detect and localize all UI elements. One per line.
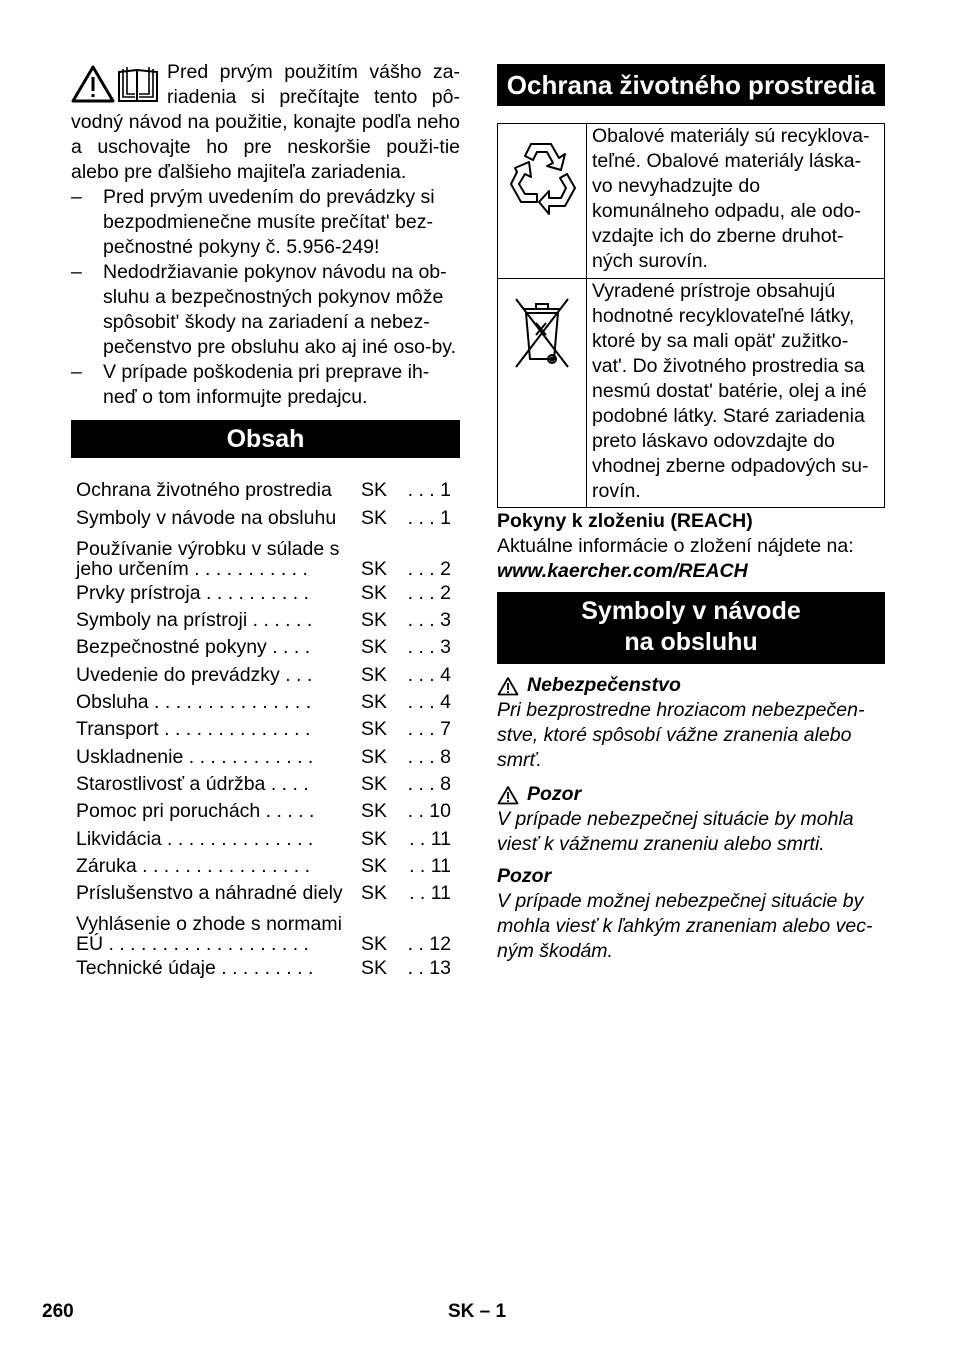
toc-entry-page: . . . 7	[407, 718, 451, 741]
toc-entry-lang: SK	[361, 854, 388, 877]
toc-entry-lang: SK	[361, 827, 388, 850]
toc-entry-page: . . 10	[407, 800, 451, 823]
symbol-danger-text: Pri bezprostredne hroziacom nebezpečen-stve, ktoré spôsobí vážne zranenia alebo smrť.	[497, 699, 865, 771]
toc-entry-title: Obsluha . . . . . . . . . . . . . . .	[76, 691, 312, 714]
toc-entry-lang: SK	[361, 882, 388, 905]
toc-entry-lang: SK	[361, 663, 388, 686]
toc-entry-page: . . . 4	[407, 691, 451, 714]
toc-entry-page: . . . 8	[407, 772, 451, 795]
toc-entry-title: Transport . . . . . . . . . . . . . .	[76, 718, 311, 741]
symbol-label-text: Pozor	[527, 783, 582, 805]
toc-table	[71, 476, 460, 981]
toc-entry-lang: SK	[361, 636, 388, 659]
bullet-item: – V prípade poškodenia pri preprave ih-neď o tom informujte predajcu.	[71, 360, 460, 410]
toc-entry-lang: SK	[361, 609, 388, 632]
intro-text: Pred prvým použitím vášho za-riadenia si prečítajte tento pô-vodný návod na použitie, konajte podľa neho a uschovajte ho pre neskoršie použi-tie alebo pre ďalšieho majiteľa zariadenia.	[71, 61, 460, 183]
toc-entry-lang: SK	[361, 557, 388, 580]
toc-entry-page: . . 11	[409, 827, 451, 850]
toc-entry-page: . . 11	[409, 854, 451, 877]
intro-section	[71, 60, 460, 185]
environment-text: Vyradené prístroje obsahujú hodnotné recyklovateľné látky, ktoré by sa mali opät' zužitko-vat'. Do životného prostredia sa nesmú dostat' batérie, olej a iné podobné látky. Staré zariadenia preto láskavo odovzdajte do vhodnej zberne odpadových su-rovín.	[587, 279, 885, 508]
recycling-icon	[503, 136, 581, 216]
toc-entry[interactable]	[71, 797, 460, 824]
toc-entry-title: Ochrana životného prostredia	[76, 479, 332, 502]
toc-entry[interactable]	[71, 906, 460, 954]
toc-entry[interactable]	[71, 633, 460, 660]
toc-heading: Obsah	[71, 420, 460, 458]
toc-entry[interactable]	[71, 715, 460, 742]
environment-table	[497, 123, 885, 508]
toc-entry-title: Vyhlásenie o zhode s normami EÚ . . . . . . . . . . . . . . . . . . .	[76, 913, 342, 956]
toc-entry-lang: SK	[361, 800, 388, 823]
right-column	[497, 60, 885, 964]
environment-icon-cell	[498, 279, 587, 508]
toc-entry-page: . . . 3	[407, 609, 451, 632]
toc-entry[interactable]	[71, 579, 460, 606]
toc-entry-title: Technické údaje . . . . . . . . .	[76, 957, 314, 980]
environment-text: Obalové materiály sú recyklova-teľné. Obalové materiály láska-vo nevyhadzujte do komunálneho odpadu, ale odo-vzdajte ich do zberne druhot-ných surovín.	[587, 124, 885, 279]
toc-entry[interactable]	[71, 606, 460, 633]
toc-entry-title: Bezpečnostné pokyny . . . .	[76, 636, 311, 659]
open-book-icon	[119, 67, 157, 101]
toc-entry-page: . . . 3	[407, 636, 451, 659]
reach-heading: Pokyny k zloženiu (REACH)	[497, 510, 753, 532]
reach-text: Aktuálne informácie o zložení nájdete na:	[497, 535, 854, 557]
toc-entry[interactable]	[71, 879, 460, 906]
symbol-label-text: Pozor	[497, 865, 552, 887]
toc-entry-title: Uskladnenie . . . . . . . . . . . .	[76, 745, 314, 768]
toc-entry[interactable]	[71, 824, 460, 851]
symbols-heading-line: Symboly v návode	[581, 597, 801, 625]
environment-icon-cell	[498, 124, 587, 279]
toc-entry-title: Uvedenie do prevádzky . . .	[76, 663, 313, 686]
toc-entry-page: . . 11	[409, 882, 451, 905]
intro-bullets	[71, 185, 460, 410]
warning-triangle-icon	[73, 67, 113, 101]
toc-entry-page: . . 13	[407, 957, 451, 980]
warning-triangle-icon	[497, 785, 519, 805]
toc-entry[interactable]	[71, 476, 460, 503]
toc-entry-lang: SK	[361, 506, 388, 529]
toc-entry-lang: SK	[361, 933, 388, 956]
environment-row	[498, 279, 885, 508]
toc-entry-title: Príslušenstvo a náhradné diely	[76, 882, 343, 905]
left-column	[71, 60, 460, 981]
toc-entry-lang: SK	[361, 957, 388, 980]
toc-entry[interactable]	[71, 531, 460, 579]
intro-icons	[71, 64, 161, 108]
symbol-caution-text: V prípade možnej nebezpečnej situácie by mohla viesť k ľahkým zraneniam alebo vec-ným škodám.	[497, 890, 873, 962]
toc-entry-title: Pomoc pri poruchách . . . . .	[76, 800, 315, 823]
toc-entry-title: Prvky prístroja . . . . . . . . . .	[76, 581, 309, 604]
toc-entry-title: Starostlivosť a údržba . . . .	[76, 772, 309, 795]
symbols-heading	[497, 592, 885, 664]
symbols-heading-line: na obsluhu	[624, 628, 758, 656]
toc-entry[interactable]	[71, 660, 460, 687]
page-number: 260	[42, 1301, 74, 1322]
toc-entry[interactable]	[71, 688, 460, 715]
toc-entry[interactable]	[71, 742, 460, 769]
toc-entry-title: Symboly v návode na obsluhu	[76, 506, 337, 529]
toc-entry-page: . . 12	[407, 933, 451, 956]
toc-entry-title: Symboly na prístroji . . . . . .	[76, 609, 313, 632]
toc-entry-lang: SK	[361, 745, 388, 768]
toc-entry-lang: SK	[361, 691, 388, 714]
bullet-item: – Pred prvým uvedením do prevádzky si bezpodmienečne musíte prečítat' bez-pečnostné pokyny č. 5.956-249!	[71, 185, 460, 260]
toc-entry-page: . . . 2	[407, 557, 451, 580]
toc-entry-lang: SK	[361, 479, 388, 502]
toc-entry-page: . . . 4	[407, 663, 451, 686]
environment-heading: Ochrana životného prostredia	[497, 64, 885, 106]
symbol-danger-label	[497, 673, 885, 698]
toc-entry[interactable]	[71, 954, 460, 981]
toc-entry-title: Používanie výrobku v súlade s jeho určením . . . . . . . . . . .	[76, 537, 340, 580]
toc-entry[interactable]	[71, 770, 460, 797]
symbol-warning-text: V prípade nebezpečnej situácie by mohla viesť k vážnemu zraneniu alebo smrti.	[497, 808, 854, 855]
toc-entry[interactable]	[71, 503, 460, 530]
reach-url-link[interactable]: www.kaercher.com/REACH	[497, 560, 748, 582]
toc-entry-page: . . . 2	[407, 581, 451, 604]
toc-entry-lang: SK	[361, 772, 388, 795]
bullet-item: – Nedodržiavanie pokynov návodu na ob-sluhu a bezpečnostných pokynov môže spôsobit' škody na zariadení a nebez-pečenstvo pre obsluhu ako aj iné oso-by.	[71, 260, 460, 360]
symbol-label-text: Nebezpečenstvo	[527, 674, 681, 696]
toc-entry-title: Záruka . . . . . . . . . . . . . . . .	[76, 854, 311, 877]
toc-entry-title: Likvidácia . . . . . . . . . . . . . .	[76, 827, 314, 850]
warning-triangle-icon	[497, 676, 519, 696]
toc-entry-lang: SK	[361, 718, 388, 741]
crossed-bin-icon	[512, 295, 572, 371]
footer-section: SK – 1	[448, 1301, 507, 1322]
symbol-caution-label	[497, 864, 885, 889]
toc-entry[interactable]	[71, 852, 460, 879]
symbol-warning-label	[497, 782, 885, 807]
toc-entry-page: . . . 1	[407, 506, 451, 529]
toc-entry-page: . . . 1	[407, 479, 451, 502]
environment-row	[498, 124, 885, 279]
toc-entry-page: . . . 8	[407, 745, 451, 768]
toc-entry-lang: SK	[361, 581, 388, 604]
